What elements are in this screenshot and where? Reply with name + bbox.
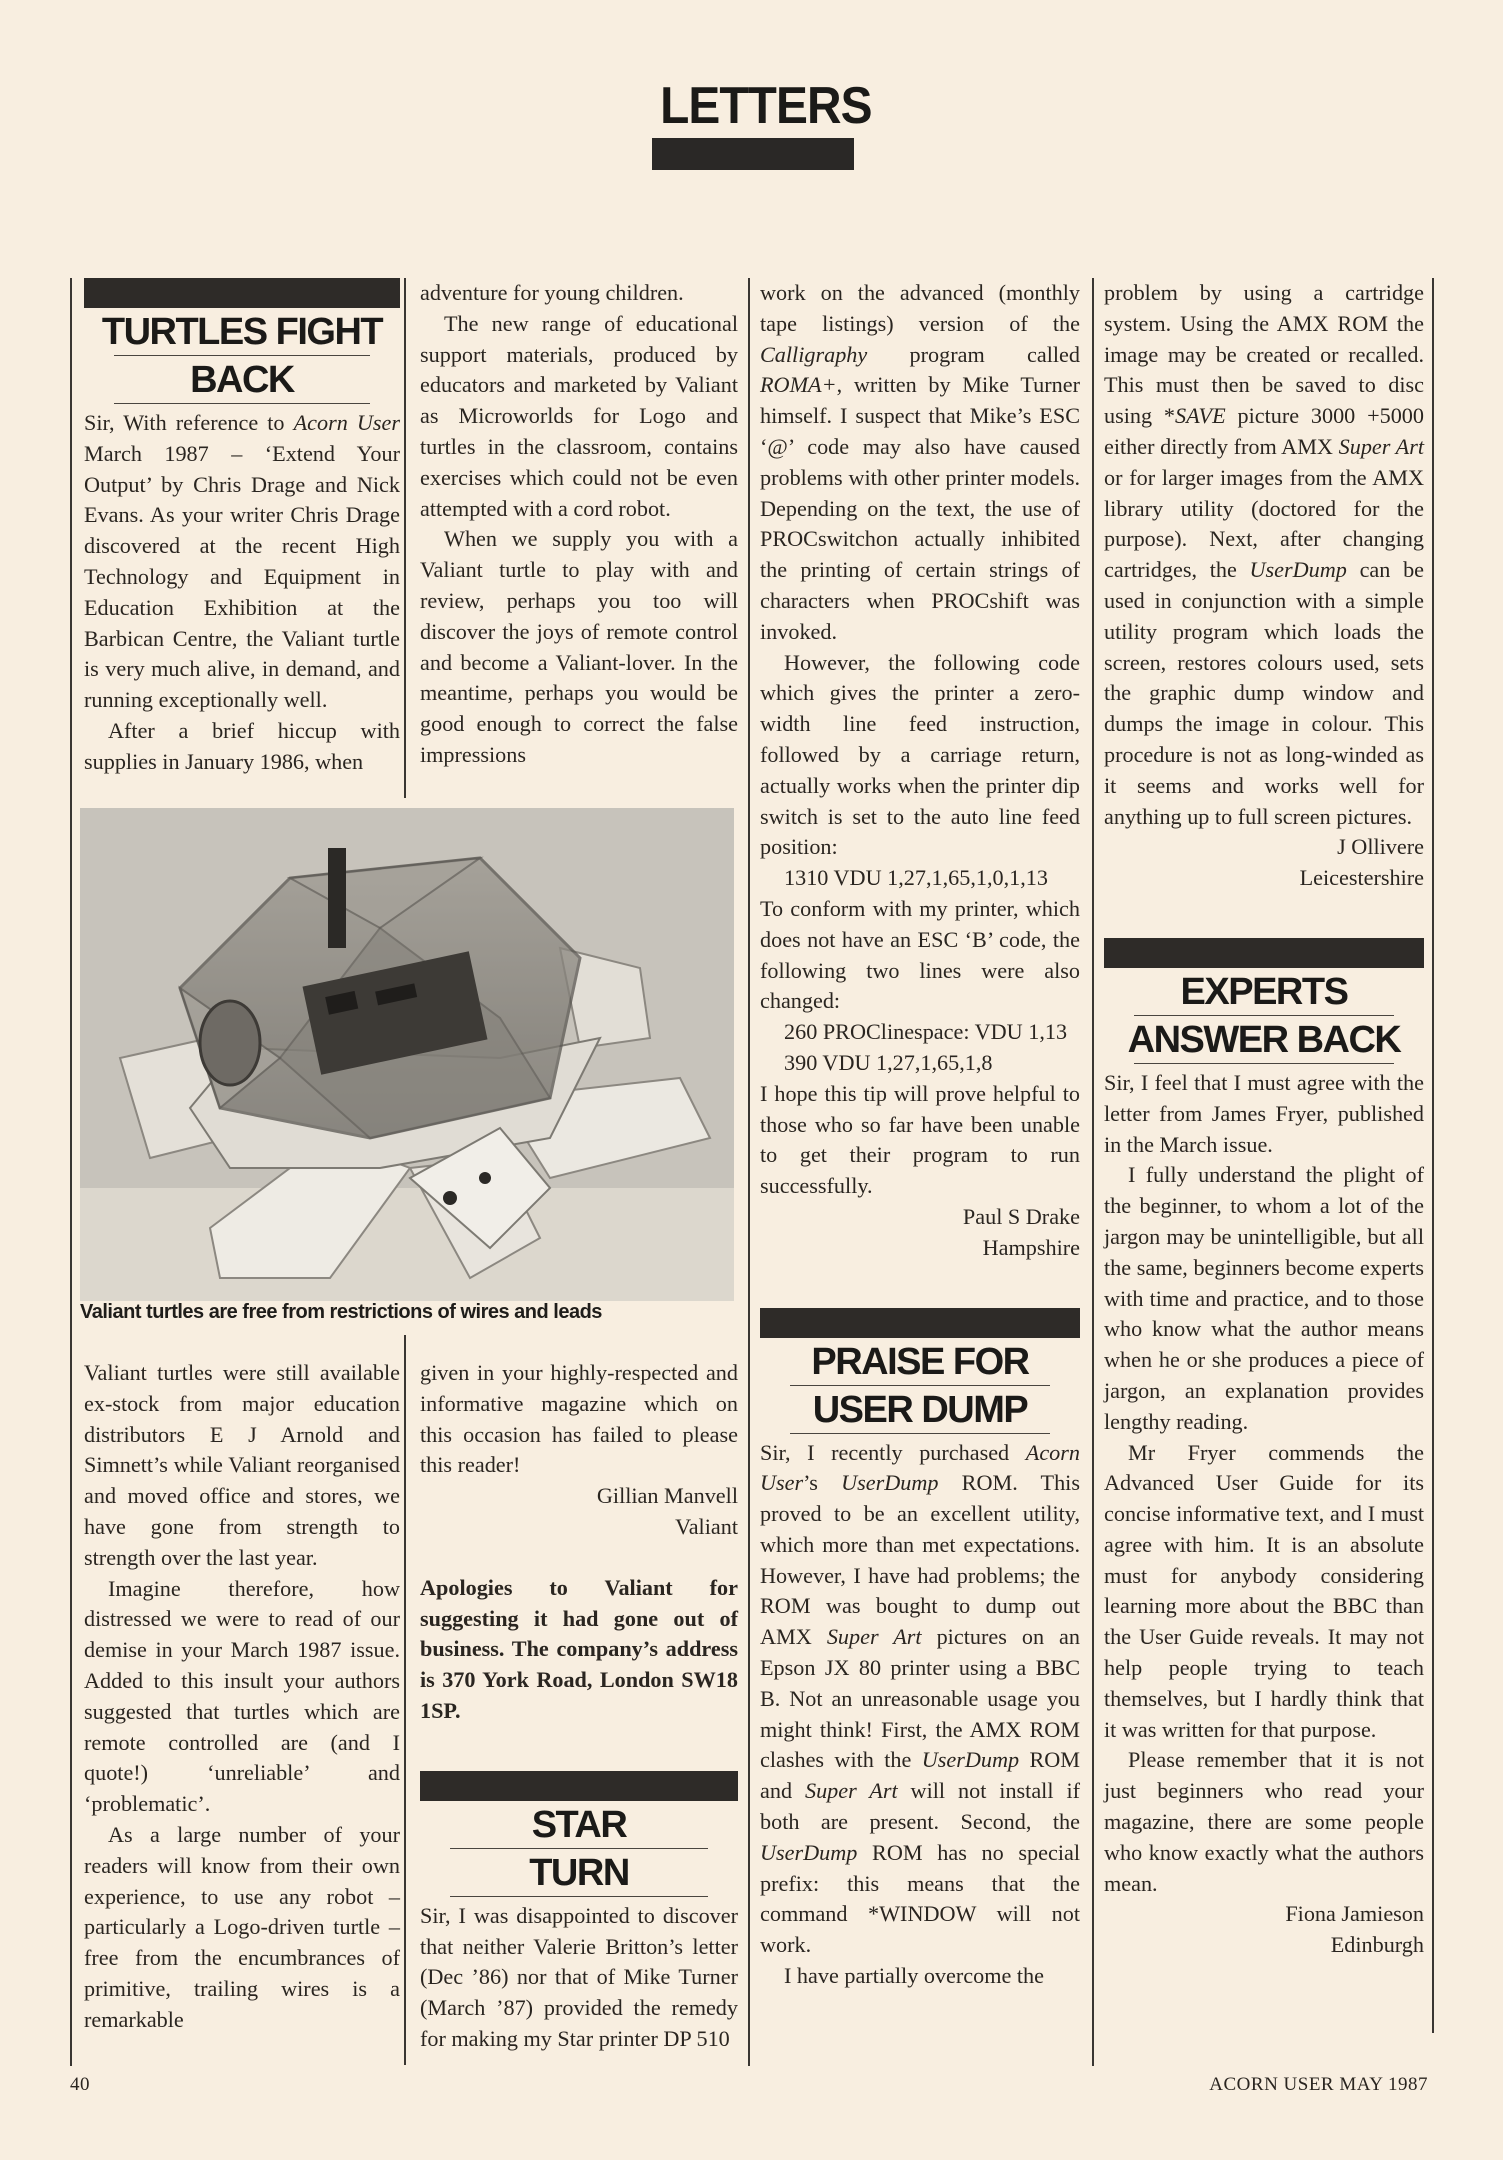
letter-body [420, 278, 738, 771]
masthead-bar [652, 138, 854, 170]
section-title: LETTERS [660, 77, 872, 135]
turtle-robot-illustration [80, 808, 734, 1301]
letter-location: Hampshire [982, 1234, 1080, 1260]
headline-block [420, 1771, 738, 1897]
paragraph: adventure for young children. [420, 280, 684, 305]
letter-signature: J Ollivere [1337, 834, 1424, 860]
column-4 [1104, 278, 1424, 1961]
column-rule [404, 278, 406, 798]
paragraph: 390 VDU 1,27,1,65,1,8 [784, 1049, 993, 1075]
column-rule [404, 1335, 406, 2065]
letter-body [1104, 278, 1424, 832]
letter-location: Edinburgh [1330, 1932, 1424, 1958]
letter-body [760, 1438, 1080, 1992]
column-rule [1092, 278, 1094, 2066]
letter-body [1104, 1068, 1424, 1900]
letter-body [420, 1901, 738, 2055]
editor-note: Apologies to Valiant for suggesting it had gone out of business. The company’s address is 370 York Road, London SW18 1SP. [420, 1574, 738, 1723]
paragraph: Please remember that it is not just beginners who read your magazine, there are some people who know exactly what the authors mean. [1104, 1747, 1424, 1896]
headline-block [760, 1308, 1080, 1434]
headline-bar [760, 1308, 1080, 1338]
column-rule [748, 278, 750, 2066]
letter-signature: Gillian Manvell [596, 1483, 738, 1509]
letter-body [420, 1358, 738, 1481]
letter-signature: Fiona Jamieson [1285, 1901, 1424, 1927]
headline-line: STAR [531, 1803, 627, 1846]
paragraph: given in your highly-respected and informative magazine which on this occasion has failed to please this reader! [420, 1360, 738, 1478]
headline-line: EXPERTS [1180, 970, 1348, 1013]
page-number: 40 [70, 2074, 90, 2095]
paragraph: Sir, I recently purchased Acorn User’s UserDump ROM. This proved to be an excellent utility, which more than met expectations. However, I have had problems; the ROM was bought to dump out AMX Super Art pictures on an Epson JX 80 printer using a BBC B. Not an unreasonable usage you might think! First, the AMX ROM clashes with the UserDump ROM and Super Art will not install if both are present. Second, the UserDump ROM has no special prefix: this means that the command *WINDOW will not work. [760, 1439, 1081, 1958]
paragraph: I fully understand the plight of the beginner, to whom a lot of the jargon may be unintelligible, but all the same, beginners become experts with time and practice, and to those who know what the author means when he or she produces a piece of jargon, an explanation provides lengthy reading. [1104, 1162, 1424, 1434]
paragraph: Sir, With reference to Acorn User March 1987 – ‘Extend Your Output’ by Chris Drage and Nick Evans. As your writer Chris Drage discovered at the recent High Technology and Equipment in Education Exhibition at the Barbican Centre, the Valiant turtle is very much alive, in demand, and running exceptionally well. [84, 410, 400, 713]
headline-line: BACK [190, 359, 294, 401]
paragraph: However, the following code which gives the printer a zero-width line feed instruction, followed by a carriage return, actually works when the printer dip switch is set to the auto line feed position: [760, 649, 1080, 860]
headline-bar [84, 278, 400, 308]
headline-line: ANSWER BACK [1127, 1018, 1401, 1061]
issue-footer: ACORN USER MAY 1987 [1209, 2074, 1428, 2095]
headline-rule [1134, 1063, 1394, 1064]
headline-line: PRAISE FOR [811, 1340, 1029, 1383]
letter-turtles-col1-top [84, 278, 400, 778]
letter-location: Valiant [675, 1513, 738, 1539]
paragraph: I hope this tip will prove helpful to those who so far have been unable to get their program to run successfully. [760, 1080, 1080, 1199]
photo-caption: Valiant turtles are free from restrictions of wires and leads [80, 1301, 602, 1323]
paragraph: work on the advanced (monthly tape listings) version of the Calligraphy program called ROMA+, written by Mike Turner himself. I suspect that Mike’s ESC ‘@’ code may also have caused problems with other printer models. Depending on the text, the use of PROCswitchon actually inhibited the printing of certain strings of characters when PROCshift was invoked. [760, 280, 1080, 644]
headline-rule [114, 355, 370, 356]
paragraph: Imagine therefore, how distressed we were to read of our demise in your March 1987 issue. Added to this insult your authors suggested that turtles which are remote controlled are (and I quote!) ‘unreliable’ and ‘problematic’. [84, 1575, 400, 1817]
letter-turtles-col2-top [420, 278, 738, 771]
headline-bar [1104, 938, 1424, 968]
letter-body [84, 408, 400, 778]
paragraph: Sir, I feel that I must agree with the letter from James Fryer, published in the March issue. [1104, 1069, 1424, 1157]
headline-bar [420, 1771, 738, 1801]
paragraph: I have partially overcome the [784, 1963, 1044, 1989]
headline-block [1104, 938, 1424, 1064]
paragraph: Mr Fryer commends the Advanced User Guide for its concise informative text, and I must agree with him. It is an absolute must for anybody considering learning more about the BBC than the User Guide reveals. It may not help people trying to teach themselves, but I hardly think that it was written for that purpose. [1104, 1439, 1424, 1742]
paragraph: problem by using a cartridge system. Using the AMX ROM the image may be created or recalled. This must then be saved to disc using *SAVE picture 3000 +5000 either directly from AMX Super Art or for larger images from the AMX library utility (doctored for the purpose). Next, after changing cartridges, the UserDump can be used in conjunction with a simple utility program which loads the screen, restores colours used, sets the graphic dump window and dumps the image in colour. This procedure is not as long-winded as it seems and works well for anything up to full screen pictures. [1104, 280, 1425, 829]
paragraph: 1310 VDU 1,27,1,65,1,0,1,13 [784, 865, 1048, 891]
headline-line: TURTLES FIGHT [101, 311, 383, 353]
headline-rule [790, 1385, 1050, 1386]
paragraph: 260 PROClinespace: VDU 1,13 [784, 1019, 1068, 1045]
paragraph: Valiant turtles were still available ex-stock from major education distributors E J Arnold and Simnett’s while Valiant reorganised and moved office and stores, we have gone from strength to strength over the last year. [84, 1360, 400, 1570]
headline-rule [450, 1896, 708, 1897]
paragraph: After a brief hiccup with supplies in January 1986, when [84, 717, 400, 774]
headline-rule [790, 1433, 1050, 1434]
paragraph: As a large number of your readers will know from their own experience, to use any robot – particularly a Logo-driven turtle – free from the encumbrances of primitive, trailing wires is a remarkable [84, 1821, 400, 2032]
paragraph: When we supply you with a Valiant turtle to play with and review, perhaps you too will discover the joys of remote control and become a Valiant-lover. In the meantime, perhaps you would be good enough to correct the false impressions [420, 526, 738, 767]
headline-rule [114, 403, 370, 404]
column-rule [1432, 278, 1434, 2033]
letter-turtles-col2-bottom [420, 1358, 738, 2055]
paragraph: To conform with my printer, which does not have an ESC ‘B’ code, the following two lines were also changed: [760, 895, 1080, 1014]
column-3 [760, 278, 1080, 1992]
headline-block [84, 278, 400, 404]
letter-location: Leicestershire [1299, 865, 1424, 891]
turtle-robot-photo [80, 808, 734, 1301]
letter-signature: Paul S Drake [962, 1203, 1080, 1229]
headline-line: TURN [529, 1851, 629, 1894]
letter-body [84, 1358, 400, 2036]
column-rule [70, 278, 72, 2066]
headline-rule [1134, 1015, 1394, 1016]
paragraph: The new range of educational support materials, produced by educators and marketed by Valiant as Microworlds for Logo and turtles in the classroom, contains exercises which could not be even attempted with a cord robot. [420, 310, 738, 521]
section-masthead [652, 77, 872, 170]
letter-turtles-col1-bottom [84, 1358, 400, 2036]
paragraph: Sir, I was disappointed to discover that neither Valerie Britton’s letter (Dec ’86) nor that of Mike Turner (March ’87) provided the remedy for making my Star printer DP 510 [420, 1902, 738, 2051]
headline-line: USER DUMP [812, 1388, 1028, 1431]
letter-body [760, 278, 1080, 1202]
headline-rule [450, 1848, 708, 1849]
